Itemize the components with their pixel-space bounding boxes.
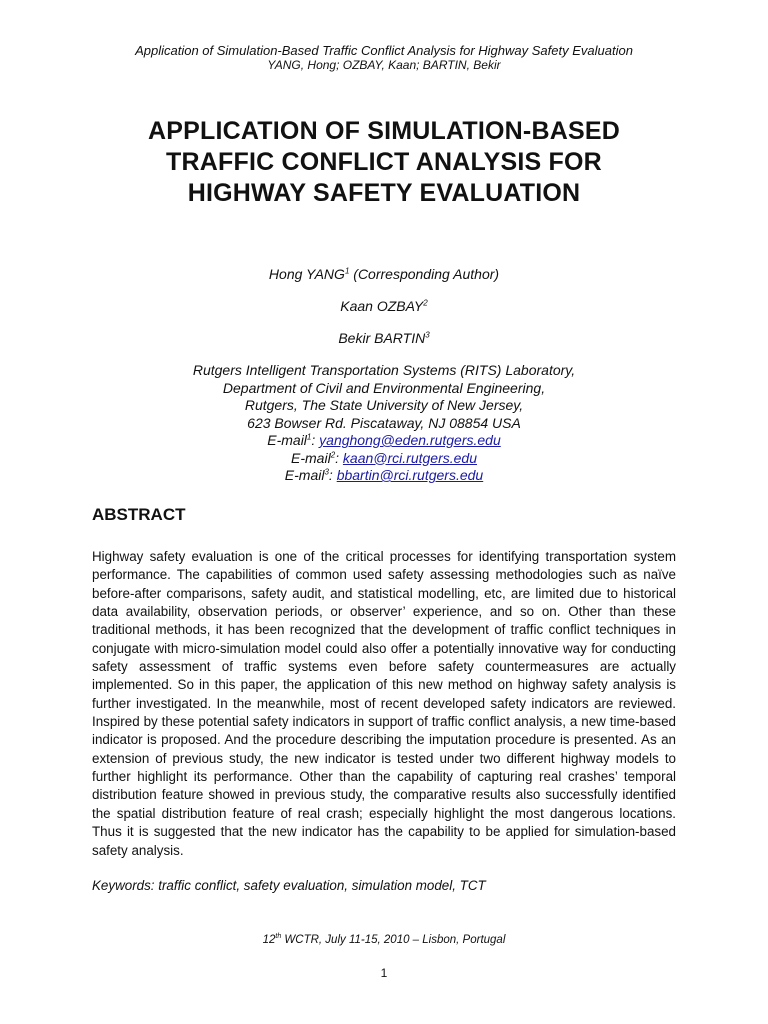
paper-title-line-3: HIGHWAY SAFETY EVALUATION bbox=[187, 179, 581, 207]
email-label: E-mail bbox=[291, 449, 331, 466]
footer-prefix: 12 bbox=[262, 934, 276, 946]
affiliation-line: Rutgers Intelligent Transportation Systems (RITS) Laboratory, bbox=[192, 362, 576, 378]
email-link-yang[interactable]: yanghong@eden.rutgers.edu bbox=[319, 432, 501, 448]
author-superscript: 1 bbox=[344, 266, 350, 276]
author-1 bbox=[0, 266, 768, 283]
paper-title-line-1: APPLICATION OF SIMULATION-BASED bbox=[148, 117, 620, 145]
conference-footer bbox=[0, 933, 768, 947]
affiliation-line: Rutgers, The State University of New Jersey, bbox=[244, 397, 524, 413]
email-link-ozbay[interactable]: kaan@rci.rutgers.edu bbox=[342, 449, 477, 466]
paper-title-line-2: TRAFFIC CONFLICT ANALYSIS FOR bbox=[166, 148, 602, 176]
affiliation-block bbox=[0, 362, 768, 485]
email-superscript: 1 bbox=[306, 432, 312, 442]
page-number: 1 bbox=[380, 966, 388, 980]
email-line-2 bbox=[0, 450, 768, 468]
author-superscript: 2 bbox=[423, 298, 428, 308]
author-note: (Corresponding Author) bbox=[349, 266, 500, 282]
email-separator: : bbox=[328, 467, 337, 483]
running-header-authors: YANG, Hong; OZBAY, Kaan; BARTIN, Bekir bbox=[267, 58, 501, 72]
email-separator: : bbox=[311, 432, 320, 448]
running-header-title: Application of Simulation-Based Traffic Conflict Analysis for Highway Safety Evaluation bbox=[135, 43, 633, 58]
email-link-bartin[interactable]: bbartin@rci.rutgers.edu bbox=[336, 467, 484, 483]
author-name: Bekir BARTIN bbox=[338, 330, 426, 346]
author-name: Hong YANG bbox=[268, 266, 345, 282]
author-name: Kaan OZBAY bbox=[340, 298, 424, 314]
author-3 bbox=[0, 330, 768, 347]
footer-superscript: th bbox=[275, 933, 282, 941]
affiliation-line: Department of Civil and Environmental Engineering, bbox=[222, 379, 546, 396]
email-line-1 bbox=[0, 432, 768, 450]
paper-title bbox=[60, 116, 708, 209]
abstract-body: Highway safety evaluation is one of the critical processes for identifying transportation system performance. The capabilities of common used safety assessing methodologies such as naïve before-after comparisons, safety audit, and statistical modelling, etc, are limited due to historical data availability, observation periods, or observer’ experience, and so on. Other than these traditional methods, it has been recognized that the development of traffic conflict techniques in conjugate with micro-simulation model could also offer a potentially innovative way for conducting safety assessment of traffic systems even before safety countermeasures are actually implemented. So in this paper, the application of this new method on highway safety analysis is further investigated. In the meanwhile, most of recent developed safety indicators are reviewed. Inspired by these potential safety indicators in support of traffic conflict analysis, a new time-based indicator is proposed. And the procedure describing the imputation procedure is presented. As an extension of previous study, the new indicator is tested under two different highway models to further highlight its performance. Other than the capability of capturing real crashes’ temporal distribution feature showed in previous study, the comparative results also successfully identified the spatial distribution feature of real crash; especially highlight the most dangerous locations. Thus it is suggested that the new indicator has the capability to be applied for simulation-based safety analysis. bbox=[92, 549, 676, 858]
email-superscript: 3 bbox=[324, 467, 329, 477]
author-superscript: 3 bbox=[425, 330, 430, 340]
footer-rest: WCTR, July 11-15, 2010 – Lisbon, Portugal bbox=[281, 934, 506, 946]
email-line-3 bbox=[0, 467, 768, 485]
author-2 bbox=[0, 298, 768, 315]
email-separator: : bbox=[335, 449, 343, 466]
email-label: E-mail bbox=[284, 467, 325, 483]
abstract-heading: ABSTRACT bbox=[92, 505, 186, 524]
affiliation-line: 623 Bowser Rd. Piscataway, NJ 08854 USA bbox=[247, 414, 521, 431]
email-superscript: 2 bbox=[330, 449, 336, 459]
email-label: E-mail bbox=[267, 432, 307, 448]
keywords: Keywords: traffic conflict, safety evaluation, simulation model, TCT bbox=[92, 878, 486, 893]
running-header bbox=[0, 43, 768, 73]
